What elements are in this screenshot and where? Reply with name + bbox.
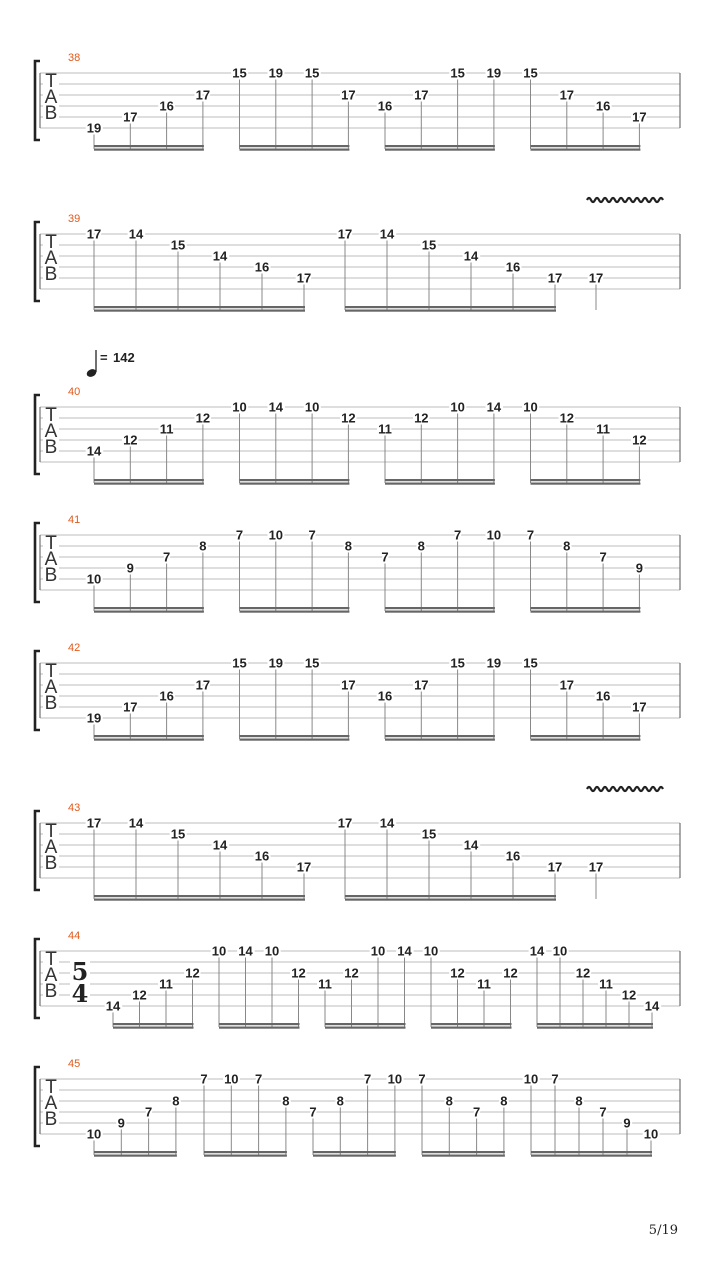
fret-number: 19: [86, 710, 102, 726]
beam-secondary: [240, 149, 350, 151]
fret-number: 12: [291, 965, 306, 981]
fret-number: 16: [377, 688, 393, 704]
fret-number: 10: [552, 943, 568, 959]
beam-secondary: [240, 611, 350, 613]
beam-secondary: [113, 1027, 194, 1029]
beam-secondary: [531, 739, 641, 741]
beam-secondary: [94, 739, 204, 741]
tab-clef-letter: A: [44, 677, 58, 698]
fret-number: 17: [632, 699, 647, 715]
fret-number: 14: [268, 399, 284, 415]
fret-number: 16: [595, 688, 611, 704]
fret-number: 17: [414, 677, 429, 693]
beam-primary: [94, 895, 305, 897]
fret-number: 15: [304, 655, 320, 671]
beam-secondary: [94, 149, 204, 151]
fret-number: 14: [644, 998, 660, 1014]
beam-primary: [240, 145, 350, 147]
fret-number: 8: [344, 538, 353, 554]
tempo-marking: [85, 350, 134, 378]
fret-number: 15: [232, 655, 247, 671]
fret-number: 12: [559, 410, 575, 426]
system-brace: [35, 939, 40, 1018]
fret-number: 8: [172, 1093, 180, 1109]
beam-secondary: [94, 611, 204, 613]
beam-secondary: [219, 1027, 300, 1029]
fret-number: 14: [529, 943, 545, 959]
beam-primary: [345, 306, 556, 308]
fret-number: 15: [450, 65, 465, 81]
beam-primary: [531, 607, 641, 609]
beam-secondary: [345, 310, 556, 312]
fret-number: 15: [170, 826, 186, 842]
time-signature-top: 5: [71, 957, 89, 986]
fret-number: 16: [254, 259, 270, 275]
fret-number: 10: [523, 1071, 539, 1087]
fret-number: 17: [588, 270, 604, 286]
tab-clef-letter: B: [44, 565, 58, 586]
vibrato-wavy-line: [587, 787, 663, 791]
system-brace: [35, 395, 40, 474]
beam-secondary: [240, 739, 350, 741]
tab-clef-letter: B: [44, 853, 58, 874]
system-brace: [35, 651, 40, 730]
tab-systems: [35, 52, 680, 1157]
fret-number: 14: [397, 943, 412, 959]
fret-number: 17: [296, 270, 312, 286]
fret-number: 14: [128, 815, 144, 831]
fret-number: 16: [505, 848, 521, 864]
beam-secondary: [422, 1155, 505, 1157]
fret-number: 11: [378, 421, 392, 437]
fret-number: 16: [254, 848, 270, 864]
fret-number: 9: [623, 1115, 631, 1131]
fret-number: 7: [309, 1104, 317, 1120]
fret-number: 17: [123, 109, 138, 125]
fret-number: 7: [200, 1071, 208, 1087]
fret-number: 12: [450, 965, 465, 981]
beam-secondary: [94, 899, 305, 901]
fret-number: 10: [224, 1071, 239, 1087]
fret-number: 12: [621, 987, 637, 1003]
fret-number: 17: [296, 859, 312, 875]
tab-clef-letter: A: [44, 87, 58, 108]
fret-number: 12: [344, 965, 359, 981]
fret-number: 10: [486, 527, 502, 543]
fret-number: 12: [632, 432, 647, 448]
fret-number: 14: [379, 226, 395, 242]
beam-primary: [94, 1151, 177, 1153]
beam-secondary: [537, 1027, 653, 1029]
tab-clef-letter: A: [44, 965, 58, 986]
fret-number: 7: [551, 1071, 559, 1087]
fret-number: 19: [268, 655, 284, 671]
tab-system-41: [35, 514, 680, 613]
fret-number: 10: [523, 399, 538, 415]
beam-primary: [385, 735, 495, 737]
beam-secondary: [94, 1155, 177, 1157]
fret-number: 17: [547, 859, 563, 875]
tab-clef-letter: B: [44, 693, 58, 714]
fret-number: 16: [505, 259, 521, 275]
fret-number: 17: [123, 699, 138, 715]
beam-primary: [345, 895, 556, 897]
fret-number: 17: [341, 87, 356, 103]
tab-system-43: [35, 787, 680, 901]
measure-number: 44: [68, 930, 81, 942]
fret-number: 12: [503, 965, 518, 981]
fret-number: 7: [472, 1104, 481, 1120]
tab-system-40: [35, 386, 680, 485]
beam-primary: [431, 1023, 512, 1025]
beam-secondary: [385, 611, 495, 613]
fret-number: 10: [211, 943, 227, 959]
beam-primary: [325, 1023, 406, 1025]
fret-number: 7: [144, 1104, 153, 1120]
fret-number: 19: [486, 65, 502, 81]
measure-number: 38: [68, 52, 81, 64]
fret-number: 7: [599, 1104, 607, 1120]
measure-number: 41: [68, 514, 81, 526]
system-brace: [35, 1067, 40, 1146]
fret-number: 7: [363, 1071, 372, 1087]
beam-primary: [240, 735, 350, 737]
fret-number: 7: [162, 549, 171, 565]
fret-number: 12: [575, 965, 591, 981]
beam-primary: [422, 1151, 505, 1153]
fret-number: 10: [643, 1126, 659, 1142]
fret-number: 10: [304, 399, 320, 415]
beam-primary: [94, 607, 204, 609]
beam-primary: [94, 306, 305, 308]
measure-number: 39: [68, 213, 81, 225]
tab-clef-letter: T: [45, 533, 57, 554]
tab-clef-letter: T: [45, 821, 57, 842]
fret-number: 16: [159, 98, 174, 114]
fret-number: 12: [341, 410, 356, 426]
fret-number: 8: [575, 1093, 583, 1109]
fret-number: 7: [235, 527, 244, 543]
beam-secondary: [531, 1155, 652, 1157]
fret-number: 19: [268, 65, 284, 81]
beam-secondary: [385, 739, 495, 741]
beam-secondary: [345, 899, 556, 901]
measure-number: 45: [68, 1058, 81, 1070]
tab-system-45: [35, 1058, 680, 1157]
tab-clef-letter: A: [44, 1093, 58, 1114]
fret-number: 10: [232, 399, 247, 415]
fret-number: 14: [128, 226, 144, 242]
beam-primary: [240, 607, 350, 609]
fret-number: 17: [86, 815, 102, 831]
tab-clef-letter: T: [45, 405, 57, 426]
fret-number: 17: [337, 815, 353, 831]
fret-number: 8: [417, 538, 425, 554]
tab-clef-letter: T: [45, 949, 57, 970]
fret-number: 11: [318, 976, 332, 992]
beam-secondary: [385, 483, 495, 485]
fret-number: 14: [86, 443, 102, 459]
beam-primary: [313, 1151, 396, 1153]
beam-primary: [385, 607, 495, 609]
fret-number: 12: [414, 410, 429, 426]
fret-number: 14: [212, 248, 228, 264]
fret-number: 7: [599, 549, 607, 565]
fret-number: 15: [170, 237, 186, 253]
beam-primary: [385, 479, 495, 481]
beam-primary: [204, 1151, 287, 1153]
fret-number: 7: [308, 527, 316, 543]
fret-number: 15: [421, 826, 437, 842]
tab-clef-letter: A: [44, 248, 58, 269]
fret-number: 12: [132, 987, 147, 1003]
tab-clef-letter: T: [45, 71, 57, 92]
beam-primary: [531, 1151, 652, 1153]
tab-clef-letter: B: [44, 1109, 58, 1130]
fret-number: 9: [635, 560, 644, 576]
vibrato-wavy-line: [587, 198, 663, 202]
tab-system-38: [35, 52, 680, 151]
fret-number: 10: [86, 1126, 102, 1142]
beam-secondary: [240, 483, 350, 485]
fret-number: 10: [450, 399, 465, 415]
fret-number: 12: [185, 965, 200, 981]
fret-number: 15: [450, 655, 465, 671]
system-brace: [35, 222, 40, 301]
fret-number: 11: [159, 976, 173, 992]
measure-number: 43: [68, 802, 81, 814]
beam-primary: [94, 735, 204, 737]
fret-number: 7: [418, 1071, 426, 1087]
fret-number: 12: [195, 410, 211, 426]
fret-number: 7: [381, 549, 389, 565]
tempo-prefix: =: [100, 350, 108, 365]
fret-number: 17: [559, 87, 575, 103]
fret-number: 17: [195, 87, 211, 103]
fret-number: 9: [117, 1115, 125, 1131]
fret-number: 17: [588, 859, 604, 875]
fret-number: 14: [105, 998, 121, 1014]
tempo-value: 142: [113, 350, 135, 365]
fret-number: 14: [463, 248, 479, 264]
beam-secondary: [531, 149, 641, 151]
fret-number: 17: [86, 226, 102, 242]
beam-primary: [240, 479, 350, 481]
fret-number: 10: [268, 527, 284, 543]
fret-number: 10: [86, 571, 102, 587]
system-brace: [35, 811, 40, 890]
fret-number: 10: [370, 943, 386, 959]
fret-number: 17: [195, 677, 211, 693]
beam-primary: [113, 1023, 194, 1025]
fret-number: 19: [486, 655, 502, 671]
fret-number: 16: [377, 98, 393, 114]
fret-number: 8: [282, 1093, 290, 1109]
tab-clef-letter: T: [45, 661, 57, 682]
tab-clef-letter: A: [44, 837, 58, 858]
fret-number: 14: [212, 837, 228, 853]
beam-primary: [531, 145, 641, 147]
fret-number: 10: [387, 1071, 403, 1087]
fret-number: 19: [86, 120, 102, 136]
time-signature-bottom: 4: [71, 979, 89, 1008]
fret-number: 16: [159, 688, 174, 704]
fret-number: 17: [559, 677, 575, 693]
fret-number: 17: [414, 87, 429, 103]
beam-secondary: [325, 1027, 406, 1029]
fret-number: 15: [232, 65, 247, 81]
beam-secondary: [531, 611, 641, 613]
beam-secondary: [531, 483, 641, 485]
beam-primary: [94, 145, 204, 147]
tab-system-44: [35, 930, 680, 1029]
tab-system-42: [35, 642, 680, 741]
fret-number: 17: [632, 109, 647, 125]
fret-number: 17: [547, 270, 563, 286]
fret-number: 7: [526, 527, 535, 543]
tab-system-39: [35, 198, 680, 312]
fret-number: 15: [421, 237, 437, 253]
tab-clef-letter: B: [44, 981, 58, 1002]
fret-number: 7: [453, 527, 462, 543]
tab-clef-letter: T: [45, 232, 57, 253]
fret-number: 14: [463, 837, 479, 853]
fret-number: 8: [336, 1093, 344, 1109]
fret-number: 14: [486, 399, 502, 415]
beam-secondary: [385, 149, 495, 151]
measure-number: 42: [68, 642, 81, 654]
tab-clef-letter: B: [44, 103, 58, 124]
fret-number: 12: [123, 432, 138, 448]
tab-clef-letter: T: [45, 1077, 57, 1098]
fret-number: 8: [563, 538, 571, 554]
fret-number: 15: [523, 655, 538, 671]
fret-number: 10: [264, 943, 280, 959]
fret-number: 8: [445, 1093, 453, 1109]
tab-clef-letter: A: [44, 421, 58, 442]
beam-primary: [531, 735, 641, 737]
fret-number: 11: [596, 421, 610, 437]
fret-number: 14: [379, 815, 395, 831]
tab-clef-letter: B: [44, 437, 58, 458]
tab-clef-letter: B: [44, 264, 58, 285]
fret-number: 15: [523, 65, 538, 81]
fret-number: 15: [304, 65, 320, 81]
beam-primary: [537, 1023, 653, 1025]
beam-secondary: [204, 1155, 287, 1157]
fret-number: 7: [254, 1071, 263, 1087]
fret-number: 17: [341, 677, 356, 693]
system-brace: [35, 61, 40, 140]
beam-secondary: [94, 483, 204, 485]
fret-number: 11: [159, 421, 174, 437]
fret-number: 17: [337, 226, 353, 242]
measure-number: 40: [68, 386, 81, 398]
page-number: 5/19: [648, 1223, 678, 1238]
fret-number: 14: [238, 943, 253, 959]
tab-clef-letter: A: [44, 549, 58, 570]
fret-number: 9: [126, 560, 134, 576]
beam-primary: [531, 479, 641, 481]
fret-number: 11: [599, 976, 613, 992]
fret-number: 8: [199, 538, 207, 554]
beam-secondary: [431, 1027, 512, 1029]
beam-primary: [94, 479, 204, 481]
system-brace: [35, 523, 40, 602]
beam-secondary: [94, 310, 305, 312]
beam-secondary: [313, 1155, 396, 1157]
beam-primary: [219, 1023, 300, 1025]
fret-number: 8: [500, 1093, 508, 1109]
fret-number: 16: [595, 98, 611, 114]
beam-primary: [385, 145, 495, 147]
fret-number: 11: [477, 976, 491, 992]
fret-number: 10: [423, 943, 439, 959]
